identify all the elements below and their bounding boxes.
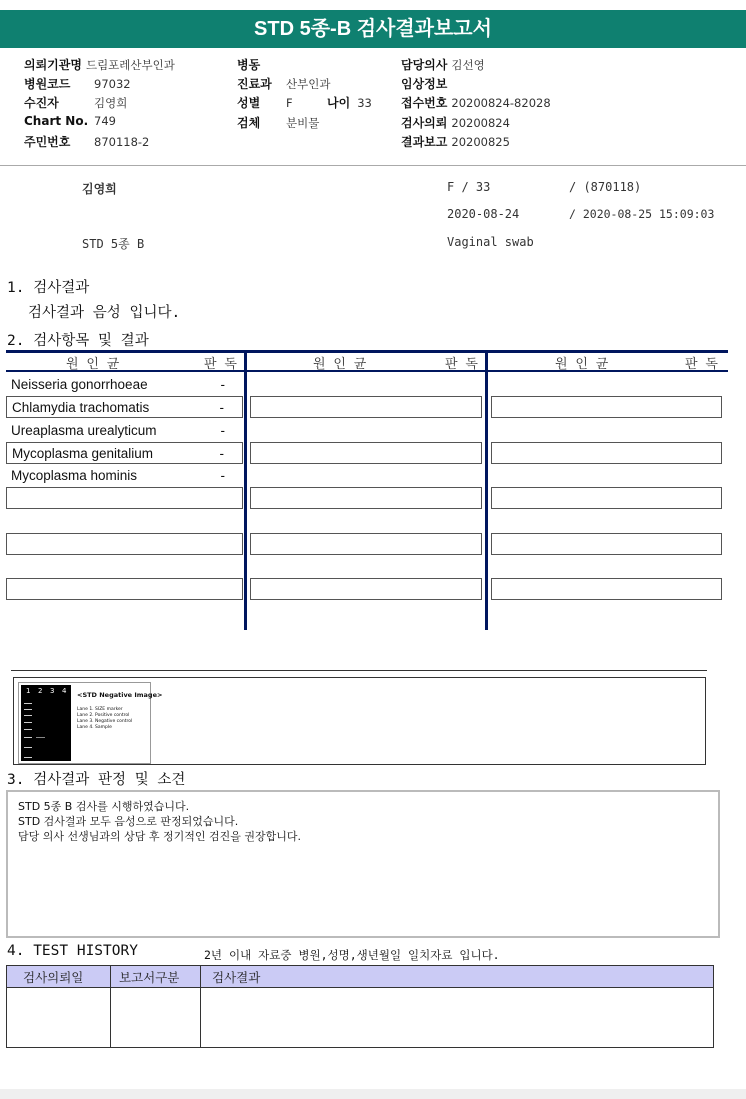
opinion-box <box>6 790 720 938</box>
result-row <box>6 420 243 442</box>
sex-field: 성별 F <box>237 96 293 110</box>
summary-specimen: Vaginal swab <box>447 235 534 249</box>
column-divider-2 <box>485 350 488 630</box>
image-top-rule <box>11 670 707 671</box>
institution-field: 의뢰기관명 드림포레산부인과 <box>24 58 175 72</box>
empty-row <box>250 396 482 418</box>
pathogen-name: Mycoplasma genitalium <box>12 446 154 461</box>
column-divider-1 <box>244 350 247 630</box>
history-col-report-type: 보고서구분 <box>119 970 180 985</box>
summary-test-name: STD 5종 B <box>82 237 145 251</box>
department-field: 진료과 산부인과 <box>237 77 331 91</box>
gel-image-frame <box>13 677 706 765</box>
col-header-judgment-2: 판 독 <box>445 357 478 372</box>
col-header-pathogen-1: 원 인 균 <box>66 357 120 372</box>
empty-row <box>250 487 482 509</box>
col-header-judgment-3: 판 독 <box>685 357 718 372</box>
marker-band <box>24 737 32 738</box>
pathogen-name: Chlamydia trachomatis <box>12 400 150 415</box>
section-3-heading: 3. 검사결과 판정 및 소견 <box>7 772 186 788</box>
lane-number: 2 <box>38 687 43 695</box>
lane-number: 4 <box>62 687 67 695</box>
footer-bar <box>0 1089 746 1099</box>
opinion-line: STD 5종 B 검사를 시행하였습니다. <box>18 800 190 813</box>
age-field: 나이 33 <box>327 96 372 110</box>
summary-name: 김영희 <box>82 182 117 196</box>
empty-row <box>6 578 243 600</box>
pathogen-result: - <box>219 400 224 415</box>
gel-legend-line: Lane 2. Positive control <box>77 713 130 718</box>
summary-birth: / (870118) <box>569 180 642 194</box>
pathogen-name: Mycoplasma hominis <box>11 468 138 483</box>
col-header-judgment-1: 판 독 <box>204 357 237 372</box>
empty-row <box>491 487 722 509</box>
chart-no-field: Chart No. 749 <box>24 114 116 128</box>
empty-row <box>491 442 722 464</box>
opinion-line: 담당 의사 선생님과의 상담 후 정기적인 검진을 권장합니다. <box>18 830 301 843</box>
report-date-field: 결과보고 20200825 <box>401 135 510 149</box>
ward-field: 병동 <box>237 58 261 72</box>
empty-row <box>6 533 243 555</box>
empty-row <box>250 578 482 600</box>
empty-row <box>491 396 722 418</box>
history-table <box>6 965 714 1048</box>
receipt-no-field: 접수번호 20200824-82028 <box>401 96 551 110</box>
marker-band <box>24 747 32 748</box>
marker-band <box>24 709 32 710</box>
history-col-request-date: 검사의뢰일 <box>23 970 84 985</box>
result-row <box>6 374 243 396</box>
gel-legend-line: Lane 4. Sample <box>77 725 112 730</box>
col-header-pathogen-2: 원 인 균 <box>313 357 367 372</box>
pathogen-name: Neisseria gonorrhoeae <box>11 377 148 392</box>
resident-no-field: 주민번호 870118-2 <box>24 135 150 149</box>
section-4-heading: 4. TEST HISTORY <box>7 943 138 959</box>
empty-row <box>491 533 722 555</box>
summary-sex-age: F / 33 <box>447 180 491 194</box>
empty-row <box>250 533 482 555</box>
clinical-info-field: 임상정보 <box>401 77 448 91</box>
result-row <box>6 396 243 418</box>
result-message: 검사결과 음성 입니다. <box>28 305 181 321</box>
section-2-heading: 2. 검사항목 및 결과 <box>7 333 149 349</box>
history-note: 2년 이내 자료중 병원,성명,생년월일 일치자료 입니다. <box>204 948 500 962</box>
marker-band <box>24 722 32 723</box>
marker-band <box>24 729 32 730</box>
gel-legend-line: Lane 1. SIZE marker <box>77 707 123 712</box>
request-date-field: 검사의뢰 20200824 <box>401 116 510 130</box>
pathogen-result: - <box>220 468 225 483</box>
hospital-code-field: 병원코드 97032 <box>24 77 131 91</box>
specimen-field: 검체 분비물 <box>237 116 320 130</box>
empty-row <box>491 578 722 600</box>
lane-number: 3 <box>50 687 55 695</box>
patient-field: 수진자 김영희 <box>24 96 128 110</box>
doctor-field: 담당의사 김선영 <box>401 58 485 72</box>
report-header <box>0 52 746 166</box>
history-col-result: 검사결과 <box>212 970 261 985</box>
result-row <box>6 465 243 487</box>
pathogen-name: Ureaplasma urealyticum <box>11 423 157 438</box>
summary-receipt-date: 2020-08-24 <box>447 207 520 221</box>
empty-row <box>6 487 243 509</box>
section-1-heading: 1. 검사결과 <box>7 280 90 296</box>
report-title: STD 5종-B 검사결과보고서 <box>0 10 746 48</box>
gel-image <box>18 682 163 764</box>
summary-report-datetime: / 2020-08-25 15:09:03 <box>569 207 715 221</box>
gel-title: <STD Negative Image> <box>77 691 163 699</box>
opinion-line: STD 검사결과 모두 음성으로 판정되었습니다. <box>18 815 239 828</box>
col-header-pathogen-3: 원 인 균 <box>555 357 609 372</box>
marker-band <box>24 715 32 716</box>
marker-band <box>24 757 32 758</box>
pathogen-result: - <box>220 423 225 438</box>
pathogen-result: - <box>219 446 224 461</box>
gel-legend-line: Lane 3. Negative control <box>77 719 133 724</box>
lane-number: 1 <box>26 687 31 695</box>
marker-band <box>24 703 32 704</box>
empty-row <box>250 442 482 464</box>
gel-photo <box>21 685 71 761</box>
result-row <box>6 442 243 464</box>
pathogen-result: - <box>220 377 225 392</box>
control-band <box>36 737 45 738</box>
